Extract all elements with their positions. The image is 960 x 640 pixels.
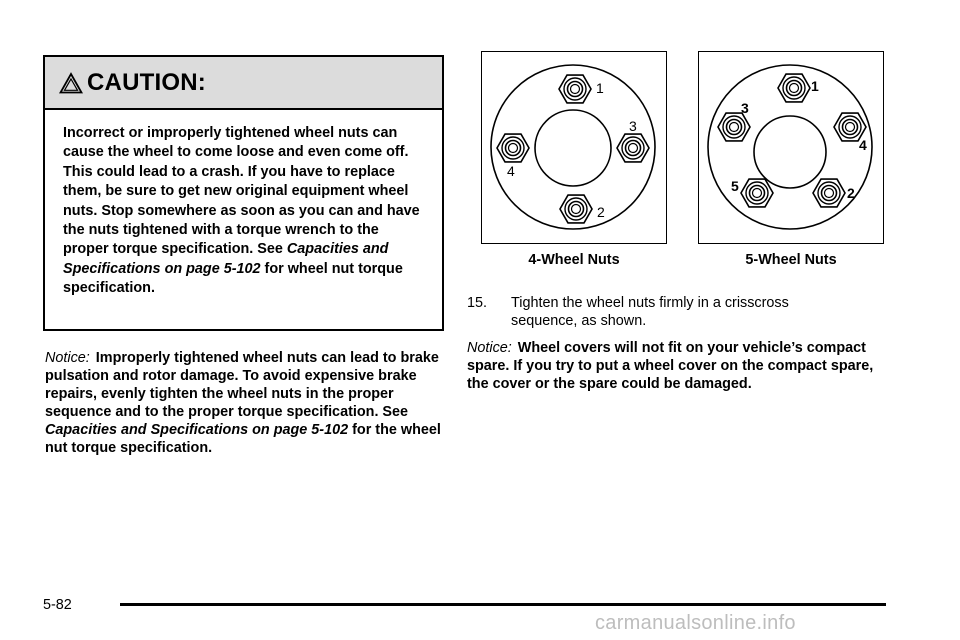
- watermark: carmanualsonline.info: [595, 612, 796, 634]
- caution-reference-link[interactable]: Capacities and Specifications on page 5-102: [63, 241, 389, 277]
- hex-nut-icon: [813, 179, 845, 207]
- nut-label-1: 1: [596, 80, 604, 96]
- notice-text-1: Improperly tightened wheel nuts can lead to brake pulsation and rotor damage. To avoid expensive brake repairs, evenly tighten the wheel nuts in the proper sequence and to the proper torque specification. See: [45, 350, 439, 420]
- notice-text: Wheel covers will not fit on your vehicle’s compact spare. If you try to put a wheel cover on the compact spare, the cover or the spare could be damaged.: [467, 340, 874, 392]
- nut-label-1: 1: [811, 78, 819, 94]
- nut-label-2: 2: [597, 204, 605, 220]
- warning-triangle-icon: [59, 72, 83, 94]
- wheel-cover-notice: [467, 339, 887, 393]
- notice-text-2: for the wheel nut torque specification.: [45, 422, 441, 456]
- hex-nut-icon: [560, 195, 592, 223]
- hex-nut-icon: [559, 75, 591, 103]
- nut-label-3: 3: [629, 118, 637, 134]
- notice-label: Notice:: [45, 350, 90, 366]
- nut-label-3: 3: [741, 100, 749, 116]
- caution-text-1: Incorrect or improperly tightened wheel nuts can cause the wheel to come loose and even come off. This could lead to a crash. If you have to replace them, be sure to get new original equipment wheel nuts. Stop somewhere as soon as you can and have the nuts tightened with a torque wrench to the proper torque specification. See: [63, 125, 420, 258]
- notice-reference-link[interactable]: Capacities and Specifications on page 5-102: [45, 422, 349, 438]
- nut-label-4: 4: [859, 137, 867, 153]
- step-number: 15.: [467, 295, 488, 311]
- notice-label: Notice:: [467, 340, 512, 356]
- step-text-line-2: sequence, as shown.: [511, 313, 647, 329]
- hex-nut-icon: [778, 74, 810, 102]
- five-nut-caption: 5-Wheel Nuts: [745, 252, 837, 268]
- step-text-line-1: Tighten the wheel nuts firmly in a crisscross: [511, 295, 789, 311]
- step-15: [467, 294, 887, 330]
- nut-label-4: 4: [507, 163, 515, 179]
- nut-label-2: 2: [847, 185, 855, 201]
- four-nut-diagram: [481, 51, 667, 244]
- five-nut-diagram: [698, 51, 884, 244]
- hex-nut-icon: [617, 134, 649, 162]
- four-nut-caption: 4-Wheel Nuts: [528, 252, 620, 268]
- hex-nut-icon: [497, 134, 529, 162]
- caution-header: [45, 57, 442, 110]
- caution-text: [45, 110, 442, 299]
- nut-label-5: 5: [731, 178, 739, 194]
- caution-box: [43, 55, 444, 331]
- page-number: 5-82: [43, 597, 72, 613]
- five-nut-diagram-graphic: [699, 52, 882, 242]
- hex-nut-icon: [741, 179, 773, 207]
- caution-text-2: for wheel nut torque specification.: [63, 260, 403, 297]
- four-nut-diagram-graphic: [482, 52, 665, 242]
- hex-nut-icon: [718, 113, 750, 141]
- brake-notice: [45, 349, 447, 457]
- footer-rule: [120, 603, 886, 606]
- caution-title: CAUTION:: [87, 68, 206, 96]
